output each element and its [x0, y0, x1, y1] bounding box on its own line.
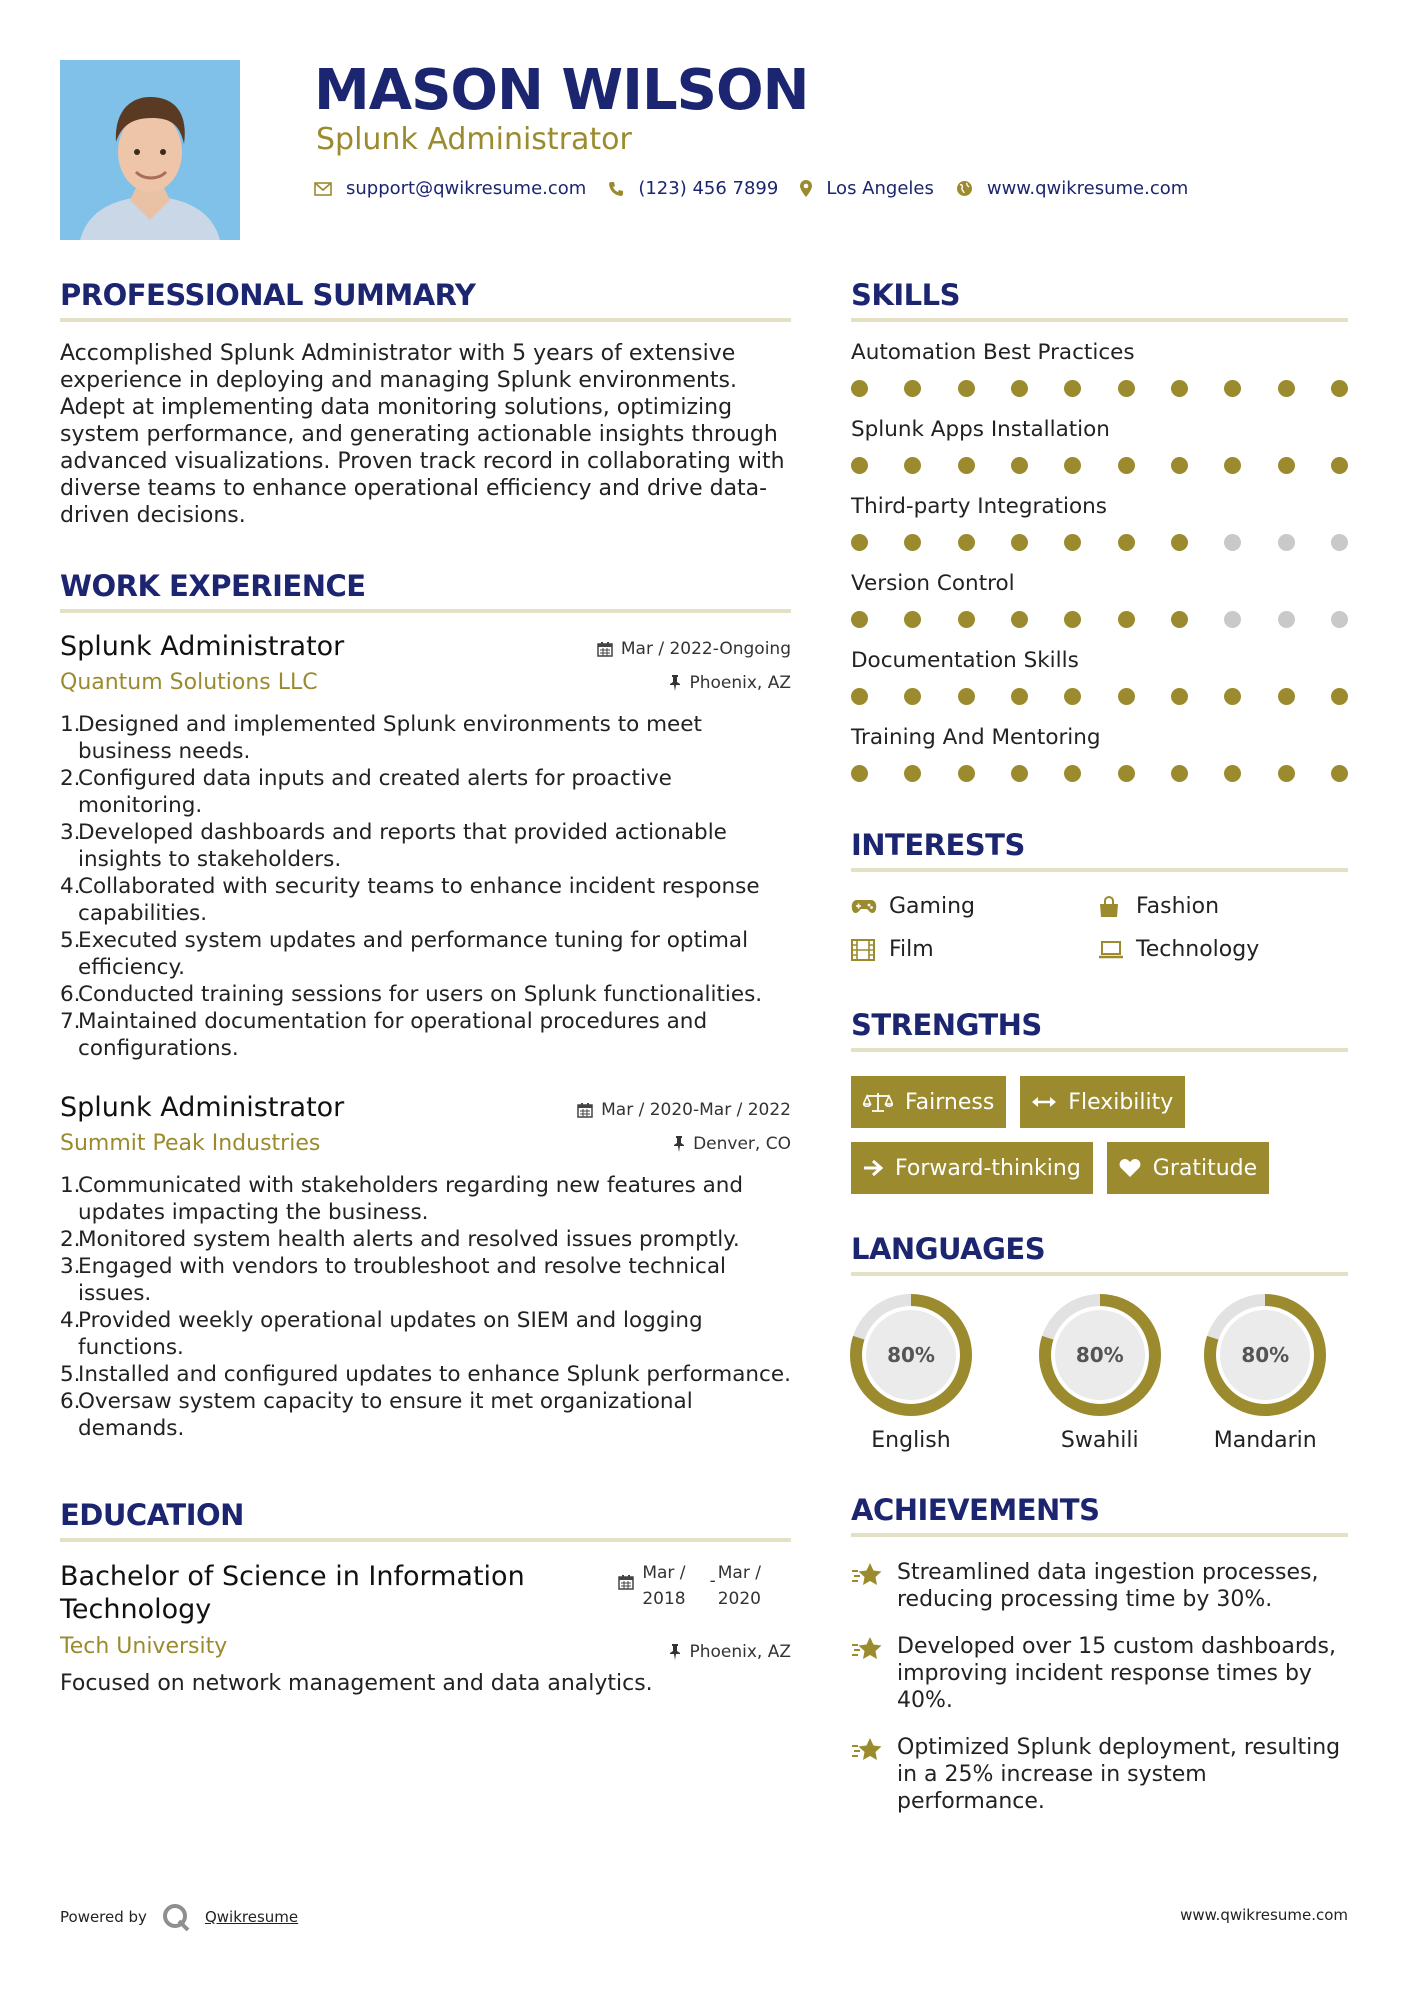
rating-dot-filled: [1171, 611, 1188, 628]
globe-icon: [956, 180, 973, 197]
skill-item: [851, 725, 1348, 782]
rating-dot-filled: [958, 765, 975, 782]
achievement-item: [851, 1734, 1348, 1815]
rating-dot-filled: [958, 457, 975, 474]
school-name: Tech University: [60, 1634, 228, 1659]
achievements-heading: ACHIEVEMENTS: [851, 1493, 1348, 1537]
skill-item: [851, 494, 1348, 551]
gamepad-icon: [851, 899, 879, 915]
language-percent: 80%: [1075, 1343, 1124, 1367]
rating-dot-filled: [1171, 688, 1188, 705]
achievement-text: Optimized Splunk deployment, resulting in a 25% increase in system performance.: [897, 1735, 1341, 1814]
rating-dot-filled: [1118, 380, 1135, 397]
phone-text: (123) 456 7899: [638, 178, 779, 199]
rating-dot-filled: [1224, 380, 1241, 397]
interest-item: Film: [851, 937, 1098, 962]
skill-rating: [851, 688, 1348, 705]
language-name: Swahili: [1060, 1428, 1139, 1453]
language-gauge: [1204, 1294, 1326, 1416]
rating-dot-filled: [1278, 765, 1295, 782]
skill-rating: [851, 611, 1348, 628]
rating-dot-filled: [1224, 765, 1241, 782]
skills-heading: SKILLS: [851, 278, 1348, 322]
skill-rating: [851, 534, 1348, 551]
shopping-bag-icon: [1098, 896, 1126, 918]
rating-dot-filled: [1278, 380, 1295, 397]
rating-dot-filled: [851, 688, 868, 705]
rating-dot-filled: [1064, 765, 1081, 782]
list-item: 1. Designed and implemented Splunk environments to meet business needs.: [60, 712, 702, 764]
degree-title: Bachelor of Science in Information Technology: [60, 1561, 525, 1625]
footer-website[interactable]: www.qwikresume.com: [1180, 1906, 1348, 1924]
education-date: [618, 1560, 761, 1612]
pushpin-icon: [673, 1136, 685, 1152]
list-item: 2. Configured data inputs and created alerts for proactive monitoring.: [60, 766, 672, 818]
rating-dot-filled: [1171, 534, 1188, 551]
rating-dot-filled: [1171, 457, 1188, 474]
skill-rating: [851, 457, 1348, 474]
rating-dot-filled: [958, 380, 975, 397]
job-location: [669, 673, 791, 693]
company-name: Quantum Solutions LLC: [60, 670, 318, 695]
rating-dot-empty: [1278, 611, 1295, 628]
skill-item: [851, 417, 1348, 474]
achievement-item: [851, 1633, 1348, 1714]
summary-text: Accomplished Splunk Administrator with 5 years of extensive experience in deploying and managing Splunk environments. Adept at implementing data monitoring solutions, optimizing system performance, and generating actionable insights through advanced visualizations. Proven track record in collaborating with diverse teams to enhance operational efficiency and drive data-driven decisions.: [60, 341, 785, 528]
calendar-icon: [597, 641, 613, 657]
education-description: Focused on network management and data analytics.: [60, 1671, 653, 1696]
location-text: Los Angeles: [826, 178, 934, 199]
list-item: 4. Provided weekly operational updates on SIEM and logging functions.: [60, 1308, 703, 1360]
rating-dot-filled: [1118, 457, 1135, 474]
rating-dot-filled: [1331, 765, 1348, 782]
rating-dot-filled: [904, 688, 921, 705]
skill-name: Training And Mentoring: [851, 725, 1101, 750]
strength-tag: Fairness: [851, 1076, 1006, 1128]
contact-website[interactable]: [956, 178, 1188, 199]
job-title: Splunk Administrator: [60, 631, 345, 662]
rating-dot-filled: [1011, 611, 1028, 628]
list-item: 3. Engaged with vendors to troubleshoot and resolve technical issues.: [60, 1254, 727, 1306]
skills-list: [851, 340, 1348, 782]
date-separator: -: [709, 1571, 716, 1591]
star-badge-icon: [851, 1633, 897, 1714]
job-location-text: Phoenix, AZ: [689, 673, 791, 693]
education-location: [669, 1642, 791, 1662]
interest-item: Fashion: [1098, 894, 1348, 919]
job-entry: [60, 631, 791, 1062]
skill-name: Splunk Apps Installation: [851, 417, 1110, 442]
interests-list: [851, 894, 1348, 962]
languages-list: [851, 1294, 1348, 1453]
skill-item: [851, 648, 1348, 705]
job-bullets: [60, 711, 791, 1062]
laptop-icon: [1098, 941, 1126, 959]
map-pin-icon: [800, 180, 812, 197]
job-date-text: Mar / 2020-Mar / 2022: [601, 1100, 791, 1120]
rating-dot-filled: [958, 688, 975, 705]
rating-dot-empty: [1224, 611, 1241, 628]
candidate-title: Splunk Administrator: [316, 122, 632, 157]
list-item: 2. Monitored system health alerts and resolved issues promptly.: [60, 1227, 740, 1252]
film-icon: [851, 939, 879, 961]
job-entry: [60, 1092, 791, 1442]
rating-dot-filled: [904, 765, 921, 782]
calendar-icon: [618, 1574, 634, 1590]
rating-dot-filled: [1118, 765, 1135, 782]
achievement-text: Developed over 15 custom dashboards, improving incident response times by 40%.: [897, 1634, 1336, 1713]
rating-dot-filled: [1278, 457, 1295, 474]
rating-dot-filled: [1118, 688, 1135, 705]
skill-name: Version Control: [851, 571, 1015, 596]
strength-tag: Gratitude: [1107, 1142, 1269, 1194]
language-item: [1183, 1294, 1349, 1453]
rating-dot-filled: [904, 380, 921, 397]
calendar-icon: [577, 1102, 593, 1118]
list-item: 5. Installed and configured updates to enhance Splunk performance.: [60, 1362, 791, 1387]
education-heading: EDUCATION: [60, 1498, 791, 1542]
list-item: 1. Communicated with stakeholders regarding new features and updates impacting the business.: [60, 1173, 744, 1225]
profile-photo: [60, 60, 240, 240]
rating-dot-filled: [851, 765, 868, 782]
heart-icon: [1119, 1158, 1141, 1178]
contact-bar: [314, 178, 1210, 199]
strengths-list: [851, 1076, 1348, 1194]
rating-dot-filled: [851, 611, 868, 628]
rating-dot-filled: [851, 534, 868, 551]
language-item: [1017, 1294, 1183, 1453]
balance-scale-icon: [863, 1091, 893, 1113]
email-text: support@qwikresume.com: [346, 178, 587, 199]
rating-dot-empty: [1224, 534, 1241, 551]
rating-dot-filled: [1064, 611, 1081, 628]
start-date: Mar / 2018: [642, 1563, 686, 1609]
end-date: Mar / 2020: [717, 1563, 761, 1609]
skill-name: Automation Best Practices: [851, 340, 1135, 365]
pushpin-icon: [669, 1644, 681, 1660]
contact-phone[interactable]: [608, 178, 778, 199]
skill-name: Third-party Integrations: [851, 494, 1107, 519]
person-portrait-icon: [60, 60, 240, 240]
rating-dot-filled: [1118, 534, 1135, 551]
candidate-name: MASON WILSON: [314, 58, 809, 123]
achievement-item: [851, 1559, 1348, 1613]
rating-dot-filled: [904, 534, 921, 551]
language-gauge: [850, 1294, 972, 1416]
language-percent: 80%: [1241, 1343, 1290, 1367]
list-item: 4. Collaborated with security teams to enhance incident response capabilities.: [60, 874, 760, 926]
skill-name: Documentation Skills: [851, 648, 1079, 673]
contact-email[interactable]: [314, 178, 586, 199]
rating-dot-filled: [1064, 534, 1081, 551]
summary-heading: PROFESSIONAL SUMMARY: [60, 278, 791, 322]
footer-powered-by: Powered by Qwikresume: [60, 1902, 298, 1932]
job-date-text: Mar / 2022-Ongoing: [620, 639, 791, 659]
interests-heading: INTERESTS: [851, 828, 1348, 872]
job-bullets: [60, 1172, 791, 1442]
interest-item: Gaming: [851, 894, 1098, 919]
list-item: 7. Maintained documentation for operational procedures and configurations.: [60, 1009, 708, 1061]
strength-tag: Flexibility: [1020, 1076, 1185, 1128]
language-item: [851, 1294, 971, 1453]
rating-dot-filled: [1011, 457, 1028, 474]
skill-rating: [851, 380, 1348, 397]
rating-dot-filled: [1224, 688, 1241, 705]
language-percent: 80%: [887, 1343, 935, 1367]
skill-item: [851, 571, 1348, 628]
rating-dot-filled: [1064, 457, 1081, 474]
right-column: [851, 278, 1348, 1815]
skill-rating: [851, 765, 1348, 782]
rating-dot-filled: [1171, 380, 1188, 397]
achievement-text: Streamlined data ingestion processes, reducing processing time by 30%.: [897, 1560, 1319, 1612]
company-name: Summit Peak Industries: [60, 1131, 321, 1156]
pushpin-icon: [669, 675, 681, 691]
languages-heading: LANGUAGES: [851, 1232, 1348, 1276]
rating-dot-filled: [851, 380, 868, 397]
job-date: [577, 1100, 791, 1120]
strength-tag: Forward-thinking: [851, 1142, 1093, 1194]
education-location-text: Phoenix, AZ: [689, 1642, 791, 1662]
rating-dot-filled: [958, 534, 975, 551]
language-gauge: [1039, 1294, 1161, 1416]
phone-icon: [608, 181, 624, 197]
qwikresume-link[interactable]: Qwikresume: [204, 1908, 299, 1926]
list-item: 6. Oversaw system capacity to ensure it met organizational demands.: [60, 1389, 693, 1441]
star-badge-icon: [851, 1559, 897, 1613]
rating-dot-filled: [851, 457, 868, 474]
job-location-text: Denver, CO: [693, 1134, 791, 1154]
job-date: [597, 639, 791, 659]
rating-dot-filled: [1011, 688, 1028, 705]
rating-dot-filled: [1278, 688, 1295, 705]
list-item: 6. Conducted training sessions for users on Splunk functionalities.: [60, 982, 763, 1007]
job-location: [673, 1134, 791, 1154]
job-title: Splunk Administrator: [60, 1092, 345, 1123]
rating-dot-filled: [904, 611, 921, 628]
rating-dot-filled: [1171, 765, 1188, 782]
rating-dot-empty: [1278, 534, 1295, 551]
rating-dot-filled: [1224, 457, 1241, 474]
list-item: 3. Developed dashboards and reports that provided actionable insights to stakeholders.: [60, 820, 727, 872]
envelope-icon: [314, 182, 332, 196]
rating-dot-filled: [1331, 380, 1348, 397]
language-name: English: [871, 1428, 951, 1453]
website-text: www.qwikresume.com: [986, 178, 1189, 199]
rating-dot-empty: [1331, 611, 1348, 628]
arrow-right-icon: [863, 1159, 883, 1177]
strengths-heading: STRENGTHS: [851, 1008, 1348, 1052]
rating-dot-empty: [1331, 534, 1348, 551]
rating-dot-filled: [1011, 380, 1028, 397]
rating-dot-filled: [1331, 688, 1348, 705]
rating-dot-filled: [1064, 688, 1081, 705]
language-name: Mandarin: [1213, 1428, 1317, 1453]
education-entry: [60, 1560, 791, 1696]
rating-dot-filled: [1011, 534, 1028, 551]
left-column: [60, 278, 791, 1696]
achievements-list: [851, 1559, 1348, 1815]
qwikresume-logo-icon: [161, 1902, 191, 1932]
rating-dot-filled: [1331, 457, 1348, 474]
rating-dot-filled: [958, 611, 975, 628]
rating-dot-filled: [1118, 611, 1135, 628]
interest-item: Technology: [1098, 937, 1348, 962]
list-item: 5. Executed system updates and performance tuning for optimal efficiency.: [60, 928, 749, 980]
rating-dot-filled: [904, 457, 921, 474]
rating-dot-filled: [1064, 380, 1081, 397]
star-badge-icon: [851, 1734, 897, 1815]
rating-dot-filled: [1011, 765, 1028, 782]
contact-location: [800, 178, 934, 199]
experience-heading: WORK EXPERIENCE: [60, 569, 791, 613]
skill-item: [851, 340, 1348, 397]
arrows-horizontal-icon: [1032, 1095, 1056, 1109]
